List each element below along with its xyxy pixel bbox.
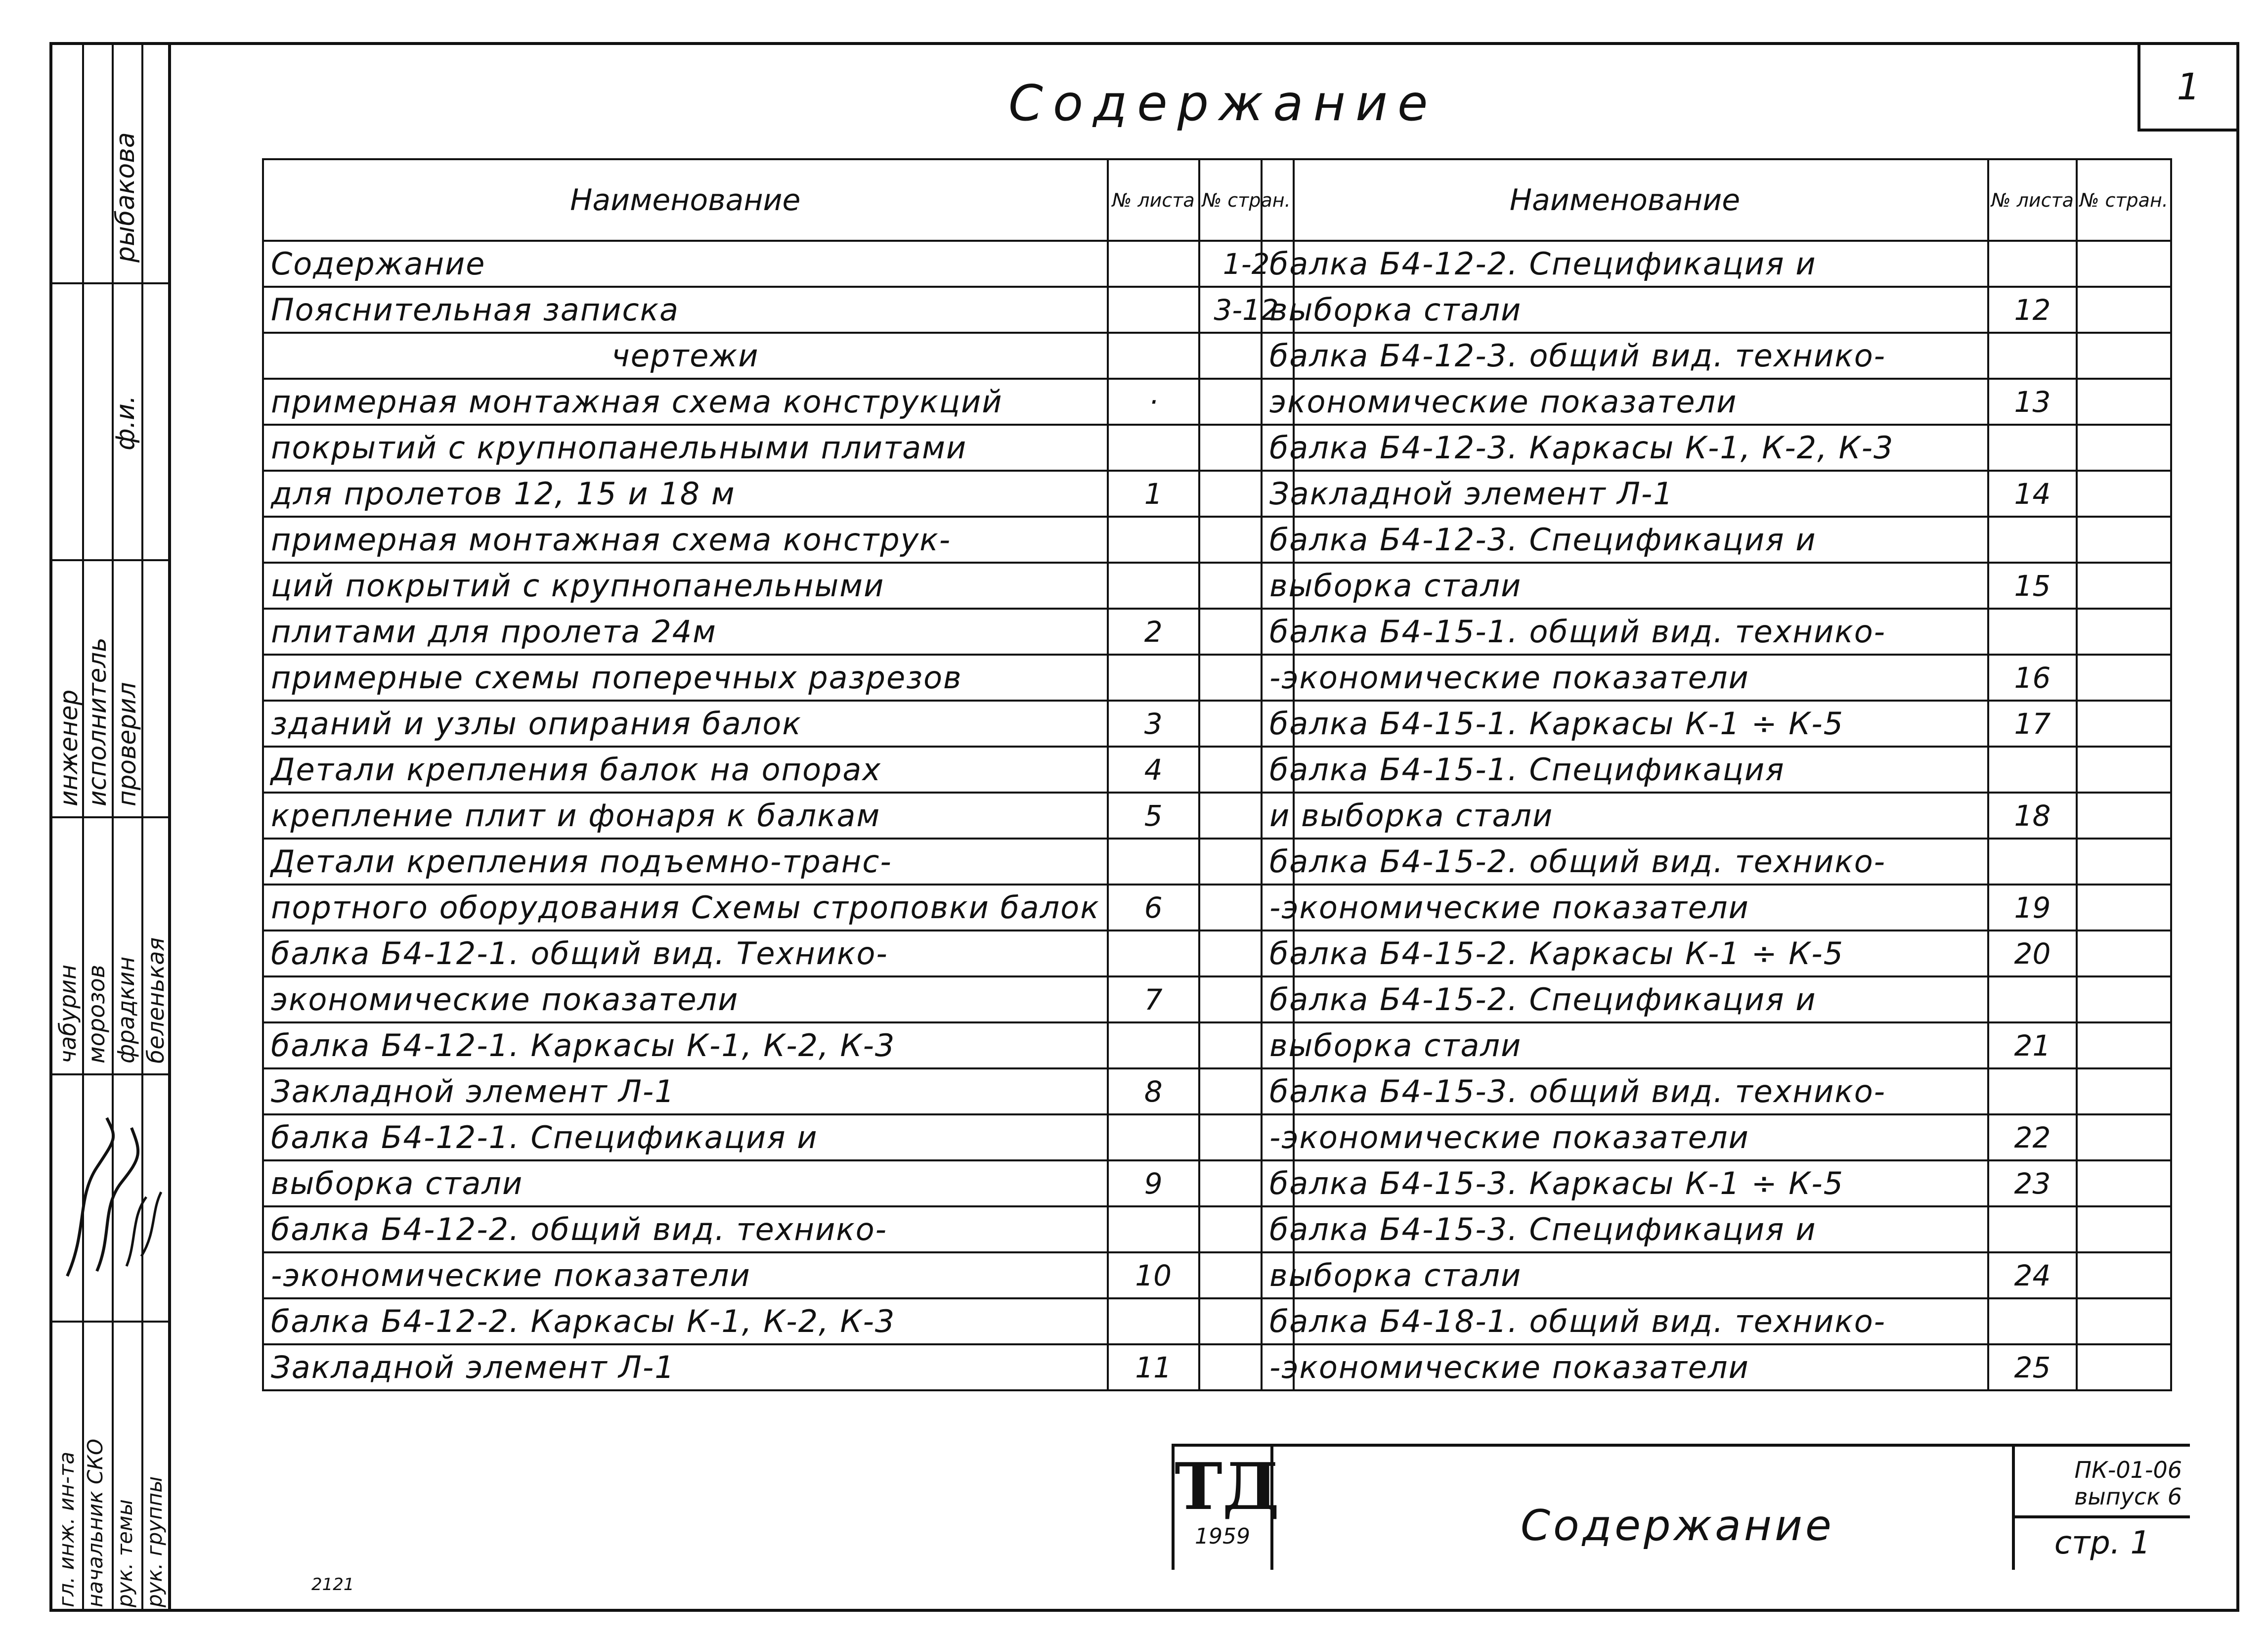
entry-name: -экономические показатели xyxy=(1262,885,1988,930)
entry-sheet-number: 22 xyxy=(1988,1114,2077,1160)
entry-sheet-number: 4 xyxy=(1108,747,1199,793)
entry-page-range xyxy=(2077,1068,2171,1114)
stamp-line xyxy=(52,282,169,284)
entry-page-range xyxy=(2077,1022,2171,1068)
entry-sheet-number xyxy=(1108,1022,1199,1068)
entry-name: выборка стали xyxy=(1262,563,1988,609)
table-row xyxy=(1262,793,2171,839)
entry-sheet-number xyxy=(1988,241,2077,287)
table-row xyxy=(263,241,1294,287)
entry-sheet-number: 19 xyxy=(1988,885,2077,930)
table-row xyxy=(1262,885,2171,930)
entry-page-range xyxy=(2077,1252,2171,1298)
entry-name: балка Б4-12-3. Спецификация и xyxy=(1262,517,1988,563)
logo-mark: ТД xyxy=(1175,1449,1280,1524)
entry-sheet-number xyxy=(1108,333,1199,379)
column-header-sheet: № листа xyxy=(1988,159,2077,241)
table-row xyxy=(1262,609,2171,655)
entry-page-range xyxy=(2077,930,2171,976)
entry-page-range xyxy=(2077,1114,2171,1160)
table-row xyxy=(1262,1068,2171,1114)
stamp-role: рук. группы xyxy=(142,1476,167,1607)
footnote: 2121 xyxy=(311,1575,354,1595)
entry-sheet-number xyxy=(1108,655,1199,701)
entry-name: балка Б4-12-1. Каркасы К-1, К-2, К-3 xyxy=(263,1022,1108,1068)
table-row xyxy=(263,333,1294,379)
table-row xyxy=(263,1022,1294,1068)
table-row xyxy=(263,1068,1294,1114)
entry-name: Закладной элемент Л-1 xyxy=(263,1068,1108,1114)
handwritten-signatures xyxy=(57,1108,166,1296)
entry-sheet-number: 14 xyxy=(1988,471,2077,517)
stamp-divider xyxy=(112,45,114,1609)
entry-sheet-number xyxy=(1108,241,1199,287)
entry-page-range xyxy=(2077,1206,2171,1252)
table-row xyxy=(1262,1344,2171,1390)
stamp-role: проверил xyxy=(113,682,141,806)
entry-name: балка Б4-12-2. общий вид. технико- xyxy=(263,1206,1108,1252)
table-row xyxy=(263,930,1294,976)
table-row xyxy=(263,793,1294,839)
entry-sheet-number xyxy=(1108,425,1199,471)
entry-sheet-number xyxy=(1108,563,1199,609)
entry-sheet-number xyxy=(1988,1206,2077,1252)
table-row xyxy=(263,1298,1294,1344)
stamp-line xyxy=(52,1073,169,1075)
stamp-role: исполнитель xyxy=(83,637,112,806)
entry-page-range xyxy=(2077,747,2171,793)
table-row xyxy=(263,655,1294,701)
entry-sheet-number xyxy=(1988,425,2077,471)
entry-name: балка Б4-15-1. Каркасы К-1 ÷ К-5 xyxy=(1262,701,1988,747)
table-row xyxy=(1262,379,2171,425)
entry-name: примерная монтажная схема конструк- xyxy=(263,517,1108,563)
entry-page-range xyxy=(2077,701,2171,747)
entry-sheet-number: 16 xyxy=(1988,655,2077,701)
entry-page-range: 1-2 xyxy=(1199,241,1294,287)
page-number: 1 xyxy=(2137,45,2236,132)
entry-name: -экономические показатели xyxy=(1262,655,1988,701)
entry-page-range xyxy=(2077,379,2171,425)
entry-name: зданий и узлы опирания балок xyxy=(263,701,1108,747)
table-row xyxy=(1262,1022,2171,1068)
contents-table-right xyxy=(1261,158,2172,1391)
column-header-name: Наименование xyxy=(1262,159,1988,241)
entry-name: балка Б4-15-2. Спецификация и xyxy=(1262,976,1988,1022)
issue-number: выпуск 6 xyxy=(2074,1483,2182,1510)
entry-name: балка Б4-15-1. общий вид. технико- xyxy=(1262,609,1988,655)
table-row xyxy=(263,609,1294,655)
entry-sheet-number: · xyxy=(1108,379,1199,425)
stamp-name: беленькая xyxy=(142,937,169,1063)
entry-name: балка Б4-12-1. общий вид. Технико- xyxy=(263,930,1108,976)
logo-year: 1959 xyxy=(1195,1524,1250,1549)
table-row xyxy=(1262,287,2171,333)
column-header-page: № стран. xyxy=(1199,159,1294,241)
entry-sheet-number xyxy=(1988,839,2077,885)
page-title: Содержание xyxy=(1008,74,1438,132)
entry-name: балка Б4-12-1. Спецификация и xyxy=(263,1114,1108,1160)
title-block-code-cell xyxy=(2012,1447,2190,1570)
entry-page-range xyxy=(2077,287,2171,333)
entry-sheet-number xyxy=(1108,1298,1199,1344)
entry-name: балка Б4-15-2. Каркасы К-1 ÷ К-5 xyxy=(1262,930,1988,976)
entry-sheet-number: 20 xyxy=(1988,930,2077,976)
entry-sheet-number: 11 xyxy=(1108,1344,1199,1390)
entry-name: Закладной элемент Л-1 xyxy=(1262,471,1988,517)
table-row xyxy=(263,1114,1294,1160)
entry-name: балка Б4-12-2. Каркасы К-1, К-2, К-3 xyxy=(263,1298,1108,1344)
table-row xyxy=(1262,747,2171,793)
entry-name: ций покрытий с крупнопанельными xyxy=(263,563,1108,609)
entry-name: Содержание xyxy=(263,241,1108,287)
table-row xyxy=(263,287,1294,333)
stamp-divider xyxy=(141,45,143,1609)
entry-name: балка Б4-12-3. общий вид. технико- xyxy=(1262,333,1988,379)
table-row xyxy=(263,1344,1294,1390)
entry-name: -экономические показатели xyxy=(263,1252,1108,1298)
entry-sheet-number: 13 xyxy=(1988,379,2077,425)
entry-name: балка Б4-18-1. общий вид. технико- xyxy=(1262,1298,1988,1344)
table-row xyxy=(1262,1298,2171,1344)
signature-initials: ф.и. xyxy=(111,395,140,450)
stamp-role: начальник СКО xyxy=(83,1438,107,1607)
entry-name: портного оборудования Схемы строповки балок xyxy=(263,885,1108,930)
table-row xyxy=(263,1206,1294,1252)
table-row xyxy=(1262,839,2171,885)
entry-name: Закладной элемент Л-1 xyxy=(263,1344,1108,1390)
entry-page-range xyxy=(2077,609,2171,655)
entry-page-range xyxy=(2077,976,2171,1022)
entry-sheet-number: 17 xyxy=(1988,701,2077,747)
entry-name: балка Б4-15-3. Каркасы К-1 ÷ К-5 xyxy=(1262,1160,1988,1206)
table-row xyxy=(263,517,1294,563)
entry-name: -экономические показатели xyxy=(1262,1344,1988,1390)
entry-name: балка Б4-15-2. общий вид. технико- xyxy=(1262,839,1988,885)
entry-name: и выборка стали xyxy=(1262,793,1988,839)
entry-sheet-number: 8 xyxy=(1108,1068,1199,1114)
table-row xyxy=(1262,517,2171,563)
stamp-role: рук. темы xyxy=(113,1499,137,1607)
entry-sheet-number xyxy=(1108,517,1199,563)
table-row xyxy=(1262,1252,2171,1298)
table-row xyxy=(263,1252,1294,1298)
table-row xyxy=(1262,701,2171,747)
stamp-divider xyxy=(82,45,84,1609)
entry-name: чертежи xyxy=(263,333,1108,379)
stamp-name: фрадкин xyxy=(113,956,139,1063)
table-row xyxy=(263,747,1294,793)
table-row xyxy=(1262,425,2171,471)
logo xyxy=(1175,1447,1280,1570)
entry-sheet-number xyxy=(1988,747,2077,793)
entry-sheet-number xyxy=(1988,1068,2077,1114)
table-row xyxy=(1262,1206,2171,1252)
side-stamp xyxy=(52,45,171,1609)
entry-page-range xyxy=(2077,885,2171,930)
entry-name: выборка стали xyxy=(1262,1022,1988,1068)
table-row xyxy=(263,701,1294,747)
entry-sheet-number xyxy=(1108,1114,1199,1160)
table-row xyxy=(263,563,1294,609)
entry-page-range xyxy=(2077,241,2171,287)
stamp-name: морозов xyxy=(83,965,110,1063)
entry-page-range xyxy=(2077,839,2171,885)
entry-name: примерная монтажная схема конструкций xyxy=(263,379,1108,425)
entry-sheet-number: 1 xyxy=(1108,471,1199,517)
table-row xyxy=(263,885,1294,930)
contents-table-left xyxy=(262,158,1295,1391)
entry-name: балка Б4-15-3. общий вид. технико- xyxy=(1262,1068,1988,1114)
entry-page-range xyxy=(2077,425,2171,471)
stamp-line xyxy=(52,559,169,561)
entry-name: -экономические показатели xyxy=(1262,1114,1988,1160)
entry-sheet-number: 9 xyxy=(1108,1160,1199,1206)
entry-sheet-number xyxy=(1108,1206,1199,1252)
entry-name: балка Б4-15-1. Спецификация xyxy=(1262,747,1988,793)
stamp-role: инженер xyxy=(54,689,83,806)
table-row xyxy=(1262,563,2171,609)
entry-name: выборка стали xyxy=(1262,287,1988,333)
entry-name: экономические показатели xyxy=(263,976,1108,1022)
title-block-title: Содержание xyxy=(1521,1501,1834,1550)
entry-sheet-number xyxy=(1988,1298,2077,1344)
entry-name: крепление плит и фонаря к балкам xyxy=(263,793,1108,839)
stamp-name: чабурин xyxy=(54,964,81,1063)
stamp-name-top: рыбакова xyxy=(111,132,140,263)
entry-sheet-number: 23 xyxy=(1988,1160,2077,1206)
entry-sheet-number: 10 xyxy=(1108,1252,1199,1298)
entry-sheet-number xyxy=(1988,976,2077,1022)
table-row xyxy=(263,425,1294,471)
entry-name: Детали крепления подъемно-транс- xyxy=(263,839,1108,885)
entry-page-range: 3-12 xyxy=(1199,287,1294,333)
table-row xyxy=(1262,1160,2171,1206)
table-row xyxy=(263,1160,1294,1206)
column-header-sheet: № листа xyxy=(1108,159,1199,241)
entry-sheet-number: 15 xyxy=(1988,563,2077,609)
stamp-line xyxy=(52,1321,169,1323)
entry-sheet-number xyxy=(1108,839,1199,885)
stamp-role: гл. инж. ин-та xyxy=(54,1451,79,1607)
entry-sheet-number: 24 xyxy=(1988,1252,2077,1298)
entry-sheet-number xyxy=(1988,333,2077,379)
entry-name: покрытий с крупнопанельными плитами xyxy=(263,425,1108,471)
entry-name: плитами для пролета 24м xyxy=(263,609,1108,655)
entry-sheet-number xyxy=(1108,930,1199,976)
table-row xyxy=(1262,976,2171,1022)
entry-name: для пролетов 12, 15 и 18 м xyxy=(263,471,1108,517)
column-header-name: Наименование xyxy=(263,159,1108,241)
entry-sheet-number xyxy=(1988,517,2077,563)
entry-name: Пояснительная записка xyxy=(263,287,1108,333)
entry-sheet-number xyxy=(1988,609,2077,655)
entry-sheet-number: 2 xyxy=(1108,609,1199,655)
entry-name: экономические показатели xyxy=(1262,379,1988,425)
sheet-number: стр. 1 xyxy=(2015,1515,2190,1570)
entry-sheet-number: 21 xyxy=(1988,1022,2077,1068)
table-row xyxy=(263,976,1294,1022)
title-block xyxy=(1172,1444,2190,1570)
document-code xyxy=(2074,1457,2182,1510)
entry-page-range xyxy=(2077,655,2171,701)
entry-name: балка Б4-12-3. Каркасы К-1, К-2, К-3 xyxy=(1262,425,1988,471)
entry-page-range xyxy=(2077,333,2171,379)
entry-sheet-number: 18 xyxy=(1988,793,2077,839)
entry-name: примерные схемы поперечных разрезов xyxy=(263,655,1108,701)
entry-page-range xyxy=(2077,1344,2171,1390)
entry-page-range xyxy=(2077,517,2171,563)
table-row xyxy=(263,471,1294,517)
table-row xyxy=(263,379,1294,425)
table-row xyxy=(1262,1114,2171,1160)
stamp-line xyxy=(52,816,169,818)
table-row xyxy=(1262,471,2171,517)
table-row xyxy=(1262,930,2171,976)
entry-name: выборка стали xyxy=(263,1160,1108,1206)
table-row xyxy=(1262,333,2171,379)
entry-page-range xyxy=(2077,563,2171,609)
entry-sheet-number xyxy=(1108,287,1199,333)
entry-name: выборка стали xyxy=(1262,1252,1988,1298)
entry-sheet-number: 3 xyxy=(1108,701,1199,747)
entry-sheet-number: 7 xyxy=(1108,976,1199,1022)
column-header-page: № стран. xyxy=(2077,159,2171,241)
entry-page-range xyxy=(2077,471,2171,517)
table-row xyxy=(1262,241,2171,287)
entry-sheet-number: 12 xyxy=(1988,287,2077,333)
entry-name: Детали крепления балок на опорах xyxy=(263,747,1108,793)
entry-page-range xyxy=(2077,1160,2171,1206)
entry-name: балка Б4-15-3. Спецификация и xyxy=(1262,1206,1988,1252)
document-code-line: ПК-01-06 xyxy=(2074,1457,2182,1483)
table-row xyxy=(1262,655,2171,701)
entry-page-range xyxy=(2077,793,2171,839)
entry-sheet-number: 5 xyxy=(1108,793,1199,839)
entry-name: балка Б4-12-2. Спецификация и xyxy=(1262,241,1988,287)
entry-page-range xyxy=(2077,1298,2171,1344)
table-row xyxy=(263,839,1294,885)
entry-sheet-number: 6 xyxy=(1108,885,1199,930)
entry-sheet-number: 25 xyxy=(1988,1344,2077,1390)
